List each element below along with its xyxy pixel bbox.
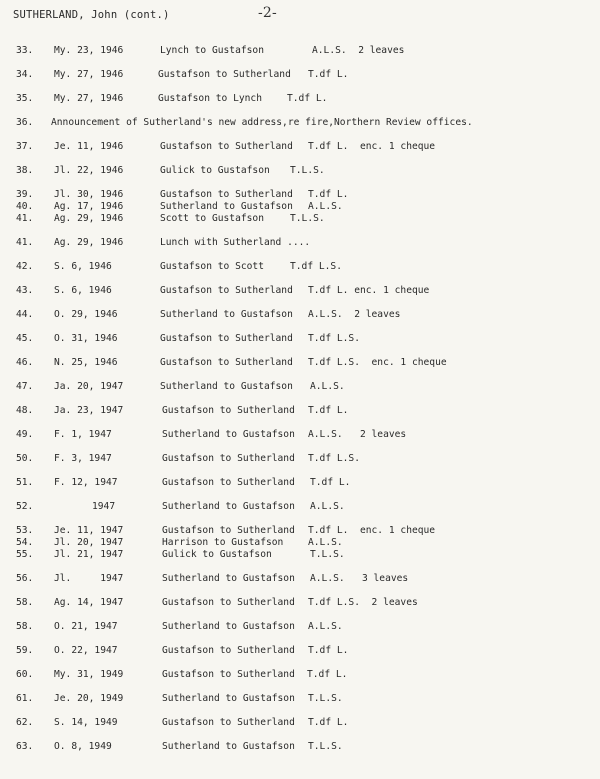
entry-correspondents: Lynch to Gustafson <box>160 45 264 56</box>
entry-row <box>16 741 586 753</box>
entry-correspondents: Gustafson to Sutherland <box>160 189 293 200</box>
entry-row <box>16 525 586 537</box>
entry-row <box>16 357 586 369</box>
entry-number: 54. <box>16 537 34 548</box>
entry-number: 56. <box>16 573 34 584</box>
entry-date: O. 31, 1946 <box>54 333 118 344</box>
entry-date: Ag. 17, 1946 <box>54 201 124 212</box>
entry-row <box>16 573 586 585</box>
entry-description: A.L.S. 2 leaves <box>308 309 401 320</box>
entry-correspondents: Gustafson to Sutherland <box>162 453 295 464</box>
entry-row <box>16 537 586 549</box>
entry-row <box>16 405 586 417</box>
entry-correspondents: Sutherland to Gustafson <box>160 201 293 212</box>
entry-date: Je. 11, 1947 <box>54 525 124 536</box>
entry-date: O. 8, 1949 <box>54 741 112 752</box>
entry-description: T.df L. enc. 1 cheque <box>308 141 436 152</box>
entry-number: 39. <box>16 189 34 200</box>
entry-date: Ja. 20, 1947 <box>54 381 124 392</box>
entry-description: A.L.S. <box>308 621 343 632</box>
entry-description: A.L.S. <box>308 537 343 548</box>
entry-row <box>16 45 586 57</box>
entry-number: 59. <box>16 645 34 656</box>
entry-row <box>16 717 586 729</box>
entry-date: O. 29, 1946 <box>54 309 118 320</box>
entry-number: 34. <box>16 69 34 80</box>
entry-date: Jl. 21, 1947 <box>54 549 124 560</box>
entry-correspondents: Gustafson to Sutherland <box>162 525 295 536</box>
entry-row <box>16 69 586 81</box>
entry-correspondents: Gustafson to Sutherland <box>162 597 295 608</box>
entry-date: S. 14, 1949 <box>54 717 118 728</box>
entry-row <box>16 381 586 393</box>
entry-correspondents: Gustafson to Sutherland <box>160 333 293 344</box>
entry-description: T.L.S. <box>310 549 345 560</box>
entry-number: 52. <box>16 501 34 512</box>
entry-correspondents: Gulick to Gustafson <box>160 165 270 176</box>
entry-correspondents: Sutherland to Gustafson <box>162 573 295 584</box>
entry-date: F. 12, 1947 <box>54 477 118 488</box>
entry-description: T.L.S. <box>308 741 343 752</box>
entry-number: 55. <box>16 549 34 560</box>
entry-description: T.df L. <box>308 69 349 80</box>
entry-number: 38. <box>16 165 34 176</box>
entry-date: Jl. 20, 1947 <box>54 537 124 548</box>
entry-date: My. 27, 1946 <box>54 93 124 104</box>
entry-description: A.L.S. 2 leaves <box>308 429 407 440</box>
entry-correspondents: Gustafson to Sutherland <box>162 717 295 728</box>
entry-correspondents: Sutherland to Gustafson <box>160 309 293 320</box>
entry-date: My. 27, 1946 <box>54 69 124 80</box>
entry-correspondents: Gustafson to Sutherland <box>162 645 295 656</box>
entry-description: T.df L. <box>287 93 328 104</box>
entry-row <box>16 477 586 489</box>
entry-description: T.L.S. <box>308 693 343 704</box>
entry-correspondents: Sutherland to Gustafson <box>162 621 295 632</box>
entry-date: My. 31, 1949 <box>54 669 124 680</box>
entry-date: Ag. 29, 1946 <box>54 237 124 248</box>
entry-number: 50. <box>16 453 34 464</box>
entry-correspondents: Sutherland to Gustafson <box>162 693 295 704</box>
entry-text: Announcement of Sutherland's new address,re fire,Northern Review offices. <box>51 117 473 128</box>
entry-number: 40. <box>16 201 34 212</box>
entry-description: T.df L. <box>308 717 349 728</box>
entry-description: T.df L. <box>310 477 351 488</box>
entry-description: A.L.S. 2 leaves <box>312 45 405 56</box>
entry-date: Ag. 29, 1946 <box>54 213 124 224</box>
entry-date: Jl. 22, 1946 <box>54 165 124 176</box>
entry-number: 43. <box>16 285 34 296</box>
entry-row <box>16 117 586 129</box>
entry-number: 47. <box>16 381 34 392</box>
entry-correspondents: Lunch with Sutherland .... <box>160 237 311 248</box>
entry-correspondents: Gustafson to Sutherland <box>162 405 295 416</box>
entry-number: 49. <box>16 429 34 440</box>
entry-correspondents: Sutherland to Gustafson <box>160 381 293 392</box>
entry-number: 53. <box>16 525 34 536</box>
entry-description: T.df L. <box>307 669 348 680</box>
entry-description: A.L.S. <box>310 501 345 512</box>
entry-number: 36. <box>16 117 34 128</box>
entry-date: S. 6, 1946 <box>54 261 112 272</box>
entry-correspondents: Gulick to Gustafson <box>162 549 272 560</box>
entry-description: T.df L.S. <box>290 261 342 272</box>
entry-description: T.df L.S. <box>308 453 360 464</box>
entry-correspondents: Gustafson to Sutherland <box>162 669 295 680</box>
document-header-title: SUTHERLAND, John (cont.) <box>13 9 170 21</box>
entry-date: S. 6, 1946 <box>54 285 112 296</box>
entry-row <box>16 429 586 441</box>
entry-date: Jl. 30, 1946 <box>54 189 124 200</box>
entry-row <box>16 201 586 213</box>
entry-row <box>16 285 586 297</box>
entry-number: 46. <box>16 357 34 368</box>
entry-number: 58. <box>16 621 34 632</box>
entry-number: 41. <box>16 213 34 224</box>
entry-correspondents: Sutherland to Gustafson <box>162 501 295 512</box>
entry-description: T.df L. <box>308 189 349 200</box>
entry-correspondents: Harrison to Gustafson <box>162 537 284 548</box>
entry-row <box>16 213 586 225</box>
entry-number: 35. <box>16 93 34 104</box>
entry-date: O. 22, 1947 <box>54 645 118 656</box>
entry-row <box>16 597 586 609</box>
entry-number: 58. <box>16 597 34 608</box>
entry-row <box>16 501 586 513</box>
entry-correspondents: Gustafson to Scott <box>160 261 264 272</box>
entry-number: 45. <box>16 333 34 344</box>
entry-row <box>16 309 586 321</box>
entry-date: F. 3, 1947 <box>54 453 112 464</box>
entry-description: T.df L. enc. 1 cheque <box>308 525 436 536</box>
entry-correspondents: Gustafson to Sutherland <box>160 357 293 368</box>
entry-correspondents: Sutherland to Gustafson <box>162 429 295 440</box>
entry-number: 60. <box>16 669 34 680</box>
entry-number: 33. <box>16 45 34 56</box>
entry-correspondents: Gustafson to Lynch <box>158 93 262 104</box>
entry-description: T.df L.S. enc. 1 cheque <box>308 357 447 368</box>
entry-correspondents: Scott to Gustafson <box>160 213 264 224</box>
entry-correspondents: Gustafson to Sutherland <box>160 141 293 152</box>
entry-date: My. 23, 1946 <box>54 45 124 56</box>
entry-row <box>16 645 586 657</box>
entry-row <box>16 141 586 153</box>
entry-row <box>16 549 586 561</box>
entry-row <box>16 333 586 345</box>
entry-number: 42. <box>16 261 34 272</box>
entry-row <box>16 693 586 705</box>
entry-number: 61. <box>16 693 34 704</box>
entry-date: Je. 11, 1946 <box>54 141 124 152</box>
entry-description: A.L.S. <box>310 381 345 392</box>
entry-row <box>16 453 586 465</box>
entry-number: 63. <box>16 741 34 752</box>
entry-correspondents: Sutherland to Gustafson <box>162 741 295 752</box>
entry-number: 44. <box>16 309 34 320</box>
page-number: -2- <box>258 5 277 21</box>
entry-correspondents: Gustafson to Sutherland <box>158 69 291 80</box>
entry-date: Je. 20, 1949 <box>54 693 124 704</box>
entry-description: T.df L. enc. 1 cheque <box>308 285 430 296</box>
entry-date: Ja. 23, 1947 <box>54 405 124 416</box>
entry-number: 51. <box>16 477 34 488</box>
entry-date: N. 25, 1946 <box>54 357 118 368</box>
entry-date: F. 1, 1947 <box>54 429 112 440</box>
entry-row <box>16 189 586 201</box>
entry-number: 37. <box>16 141 34 152</box>
entry-row <box>16 237 586 249</box>
entry-description: A.L.S. <box>308 201 343 212</box>
entry-row <box>16 621 586 633</box>
entry-correspondents: Gustafson to Sutherland <box>162 477 295 488</box>
entry-row <box>16 93 586 105</box>
entry-description: A.L.S. 3 leaves <box>310 573 409 584</box>
entry-description: T.df L. <box>308 405 349 416</box>
entry-number: 41. <box>16 237 34 248</box>
entry-row <box>16 261 586 273</box>
entry-row <box>16 669 586 681</box>
entry-date: Jl. 1947 <box>54 573 124 584</box>
entry-date: Ag. 14, 1947 <box>54 597 124 608</box>
entry-date: 1947 <box>92 501 116 512</box>
entry-description: T.df L.S. 2 leaves <box>308 597 418 608</box>
entry-description: T.df L.S. <box>308 333 360 344</box>
entry-number: 62. <box>16 717 34 728</box>
entry-date: O. 21, 1947 <box>54 621 118 632</box>
entry-description: T.df L. <box>308 645 349 656</box>
entry-description: T.L.S. <box>290 165 325 176</box>
entry-description: T.L.S. <box>290 213 325 224</box>
entry-number: 48. <box>16 405 34 416</box>
entry-correspondents: Gustafson to Sutherland <box>160 285 293 296</box>
entry-row <box>16 165 586 177</box>
